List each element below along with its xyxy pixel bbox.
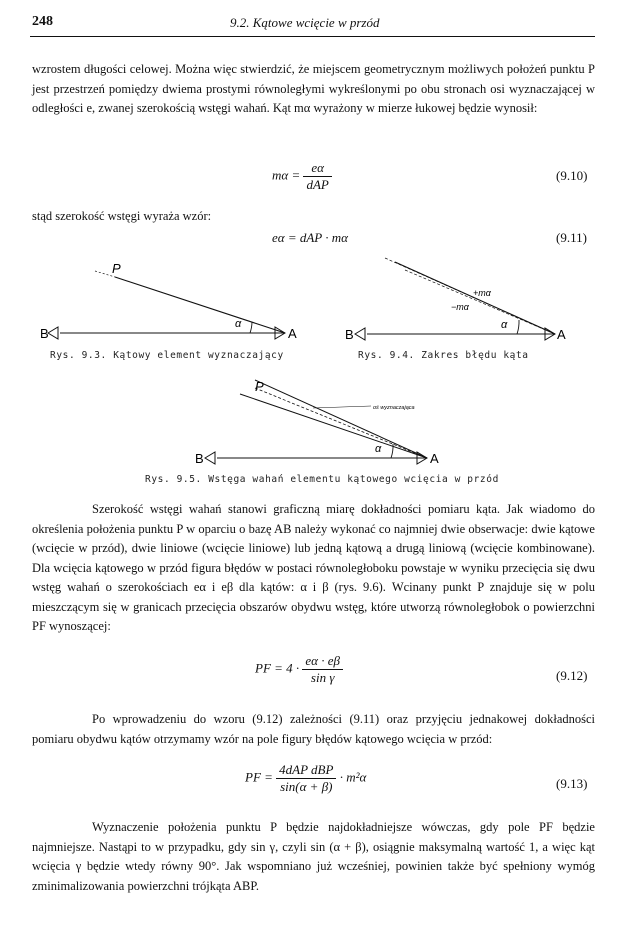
paragraph-1 bbox=[32, 60, 595, 119]
paragraph-4 bbox=[32, 818, 595, 896]
eq-9-10-denominator: dAP bbox=[306, 177, 329, 192]
eq-9-10-fraction bbox=[303, 160, 331, 193]
eq-9-13-number: (9.13) bbox=[556, 776, 588, 791]
equation-9-12 bbox=[255, 653, 343, 686]
fig93-label-p: P bbox=[112, 261, 121, 276]
caption-9-5: Rys. 9.5. Wstęga wahań elementu kątowego wcięcia w przód bbox=[145, 474, 499, 485]
page-number: 248 bbox=[32, 14, 53, 29]
fig95-axis-line bbox=[255, 388, 427, 458]
fig94-aim-line bbox=[395, 262, 555, 334]
eq-9-10-lhs: mα = bbox=[272, 167, 301, 183]
equation-9-10 bbox=[272, 160, 332, 193]
eq-9-13-fraction bbox=[276, 762, 336, 795]
eq-9-10-numerator: eα bbox=[303, 160, 331, 177]
eq-9-11-number: (9.11) bbox=[556, 230, 587, 245]
fig94-label-b: B bbox=[345, 327, 354, 342]
fig94-label-plus-m: +mα bbox=[473, 288, 491, 298]
equation-9-11: eα = dAP · mα bbox=[272, 230, 348, 245]
eq-9-13-tail: · m²α bbox=[339, 769, 367, 785]
equation-9-13 bbox=[245, 762, 366, 795]
figure-9-5 bbox=[195, 376, 525, 472]
fig93-label-a: A bbox=[288, 326, 297, 341]
figure-9-3 bbox=[40, 255, 300, 347]
stad-line: stąd szerokość wstęgi wyraża wzór: bbox=[32, 209, 212, 223]
eq-9-13-denominator: sin(α + β) bbox=[280, 779, 333, 794]
fig94-label-alpha: α bbox=[501, 319, 508, 331]
fig95-label-b: B bbox=[195, 451, 204, 466]
fig93-label-alpha: α bbox=[235, 318, 242, 330]
eq-9-12-lhs: PF = 4 · bbox=[255, 660, 300, 676]
figure-9-4 bbox=[345, 252, 580, 348]
fig95-label-a: A bbox=[430, 451, 439, 466]
fig95-axis-label: oś wyznaczająca bbox=[373, 405, 415, 411]
fig93-label-b: B bbox=[40, 326, 49, 341]
eq-9-10-number: (9.10) bbox=[556, 168, 588, 183]
fig94-label-a: A bbox=[557, 327, 566, 342]
eq-9-13-numerator: 4dAP dBP bbox=[276, 762, 336, 779]
paragraph-3 bbox=[32, 710, 595, 749]
eq-9-12-fraction bbox=[302, 653, 343, 686]
fig95-band-lower bbox=[240, 394, 427, 458]
fig95-label-alpha: α bbox=[375, 443, 382, 455]
fig94-label-minus-m: −mα bbox=[451, 302, 469, 312]
fig95-band-upper bbox=[255, 380, 427, 458]
fig95-triangle-b bbox=[205, 452, 215, 464]
fig93-angle-arc bbox=[250, 322, 252, 333]
eq-9-12-number: (9.12) bbox=[556, 668, 588, 683]
paragraph-2-text: Szerokość wstęgi wahań stanowi graficzną miarę dokładności pomiaru kąta. Jak wiadomo do określenia położenia punktu P w oparciu o bazę AB należy wykonać co najmniej dwie obserwacje: dwie kątowe (wcięcie w przód), dwie liniowe (wcięcie liniowe) lub jedną kątową a drugą liniową (wcięcie kombinowane). Dla wcięcia kątowego w przód figura błędów w postaci równoległoboku powstaje w wyniku przecięcia się dwu wstęg wahań o szerokościach eα i eβ dla kątów: α i β (rys. 9.6). Wcinany punkt P znajduje się w polu mieszczącym się w granicach przecięcia obszarów obydwu wstęg, które utworzą równoległobok o powierzchni PF wynoszącej: bbox=[32, 502, 595, 633]
fig93-aim-line bbox=[115, 277, 285, 333]
paragraph-4-text: Wyznaczenie położenia punktu P będzie najdokładniejsze wówczas, gdy pole PF będzie najmniejsze. Nastąpi to w przypadku, gdy sin γ, czyli sin (α + β), osiągnie maksymalną wartość 1, a więc kąt wcięcia γ będzie wtedy równy 90°. Jak wspomniano już wcześniej, powinien także być spełniony wymóg zminimalizowania powierzchni trójkąta ABP. bbox=[32, 820, 595, 893]
paragraph-1-text: wzrostem długości celowej. Można więc stwierdzić, że miejscem geometrycznym możliwych położeń punktu P jest przestrzeń pomiędzy dwiema prostymi równoległymi wykreślonymi po obu stronach osi wyznaczającej w odległości e, zwanej szerokością wstęgi wahań. Kąt mα wyrażony w mierze łukowej będzie wynosił: bbox=[32, 62, 595, 115]
caption-9-4: Rys. 9.4. Zakres błędu kąta bbox=[358, 350, 529, 361]
fig95-label-p: P bbox=[255, 379, 264, 394]
eq-9-12-numerator: eα · eβ bbox=[302, 653, 343, 670]
fig95-leader bbox=[313, 406, 371, 408]
fig94-triangle-b bbox=[355, 328, 365, 340]
fig93-triangle-b bbox=[48, 327, 58, 339]
header-rule bbox=[30, 36, 595, 37]
eq-9-13-lhs: PF = bbox=[245, 769, 273, 785]
section-title: 9.2. Kątowe wcięcie w przód bbox=[230, 15, 380, 30]
paragraph-2 bbox=[32, 500, 595, 637]
paragraph-3-text: Po wprowadzeniu do wzoru (9.12) zależności (9.11) oraz przyjęciu jednakowej dokładności pomiaru obydwu kątów otrzymamy wzór na pole figury błędów kątowego wcięcia w przód: bbox=[32, 712, 595, 746]
caption-9-3: Rys. 9.3. Kątowy element wyznaczający bbox=[50, 350, 284, 361]
eq-9-12-denominator: sin γ bbox=[310, 670, 335, 685]
fig94-angle-arc bbox=[517, 320, 519, 334]
